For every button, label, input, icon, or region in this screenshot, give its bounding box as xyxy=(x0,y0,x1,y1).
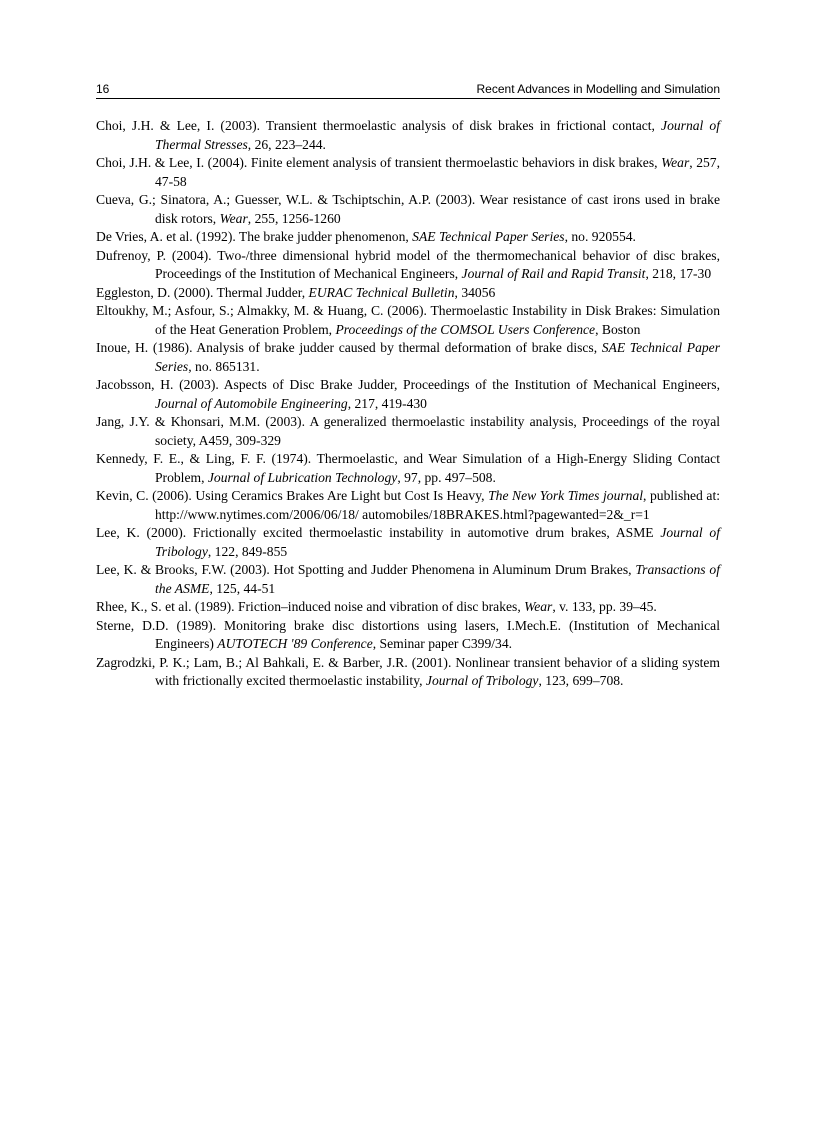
reference-text: , 217, 419-430 xyxy=(347,395,427,411)
reference-text: Eggleston, D. (2000). Thermal Judder, xyxy=(96,284,309,300)
reference-source-italic: The New York Times journal xyxy=(488,488,644,503)
reference-text: Jang, J.Y. & Khonsari, M.M. (2003). A generalized thermoelastic instability analysis, Proceedings of the royal society, A459, 309-329 xyxy=(96,414,720,448)
page-number: 16 xyxy=(96,82,110,96)
reference-source-italic: Wear xyxy=(524,599,553,614)
reference-entry xyxy=(96,413,720,450)
reference-entry xyxy=(96,191,720,228)
reference-text: Rhee, K., S. et al. (1989). Friction–induced noise and vibration of disc brakes, xyxy=(96,599,525,614)
reference-text: , 26, 223–244. xyxy=(247,136,326,152)
reference-entry xyxy=(96,228,720,247)
reference-entry xyxy=(96,117,720,154)
reference-source-italic: Transactions of the ASME xyxy=(155,562,720,596)
reference-text: Dufrenoy, P. (2004). Two-/three dimensional hybrid model of the thermomechanical behavior of disc brakes, Proceedings of the Institution of Mechanical Engineers, xyxy=(96,247,720,281)
reference-entry xyxy=(96,376,720,413)
reference-text: Lee, K. & Brooks, F.W. (2003). Hot Spotting and Judder Phenomena in Aluminum Drum Brakes, xyxy=(96,562,636,577)
reference-list xyxy=(96,117,720,691)
reference-text: , 255, 1256-1260 xyxy=(247,210,341,226)
reference-text: , 257, 47-58 xyxy=(155,155,720,189)
reference-source-italic: Journal of Tribology xyxy=(155,525,720,559)
reference-entry xyxy=(96,339,720,376)
reference-source-italic: AUTOTECH '89 Conference xyxy=(217,636,373,651)
reference-entry xyxy=(96,154,720,191)
reference-source-italic: Wear xyxy=(661,155,690,170)
reference-entry xyxy=(96,487,720,524)
reference-text: , v. 133, pp. 39–45. xyxy=(552,599,657,614)
reference-source-italic: Journal of Automobile Engineering xyxy=(155,395,348,411)
page-header xyxy=(96,80,720,99)
reference-source-italic: Proceedings of the COMSOL Users Conference xyxy=(335,321,596,337)
reference-source-italic: Journal of Rail and Rapid Transit xyxy=(461,266,646,281)
reference-text: , 123, 699–708. xyxy=(538,673,624,688)
reference-source-italic: Journal of Tribology xyxy=(425,673,539,688)
reference-text: Sterne, D.D. (1989). Monitoring brake disc distortions using lasers, I.Mech.E. (Institution of Mechanical Engineers) xyxy=(96,617,720,651)
reference-entry xyxy=(96,450,720,487)
reference-text: Lee, K. (2000). Frictionally excited thermoelastic instability in automotive drum brakes, ASME xyxy=(96,525,661,540)
reference-text: Cueva, G.; Sinatora, A.; Guesser, W.L. & Tschiptschin, A.P. (2003). Wear resistance of cast irons used in brake disk rotors, xyxy=(96,192,720,226)
reference-text: Inoue, H. (1986). Analysis of brake judder caused by thermal deformation of brake discs, xyxy=(96,340,602,355)
reference-source-italic: EURAC Technical Bulletin xyxy=(308,284,455,300)
reference-entry xyxy=(96,524,720,561)
reference-text: , Boston xyxy=(595,321,641,337)
reference-text: , no. 920554. xyxy=(564,229,636,244)
reference-text: , 122, 849-855 xyxy=(207,543,288,559)
reference-entry xyxy=(96,598,720,617)
reference-source-italic: Journal of Lubrication Technology xyxy=(207,469,398,485)
reference-text: Kevin, C. (2006). Using Ceramics Brakes Are Light but Cost Is Heavy, xyxy=(96,488,489,503)
reference-text: , published at: http://www.nytimes.com/2006/06/18/ automobiles/18BRAKES.html?pagewanted=2&_r=1 xyxy=(155,488,720,522)
reference-entry xyxy=(96,284,720,303)
reference-text: Kennedy, F. E., & Ling, F. F. (1974). Thermoelastic, and Wear Simulation of a High-Energy Sliding Contact Problem, xyxy=(96,451,720,485)
reference-entry xyxy=(96,654,720,691)
reference-entry xyxy=(96,247,720,284)
reference-entry xyxy=(96,617,720,654)
reference-text: Zagrodzki, P. K.; Lam, B.; Al Bahkali, E. & Barber, J.R. (2001). Nonlinear transient behavior of a sliding system with frictionally excited thermoelastic instability, xyxy=(96,654,720,688)
reference-text: , no. 865131. xyxy=(188,358,260,374)
reference-text: , 34056 xyxy=(454,284,496,300)
reference-entry xyxy=(96,302,720,339)
reference-source-italic: Journal of Thermal Stresses xyxy=(155,118,720,152)
reference-text: , Seminar paper C399/34. xyxy=(372,636,513,651)
running-title: Recent Advances in Modelling and Simulation xyxy=(476,82,720,96)
reference-source-italic: Wear xyxy=(219,210,248,226)
reference-text: , 125, 44-51 xyxy=(209,580,276,596)
reference-text: Eltoukhy, M.; Asfour, S.; Almakky, M. & Huang, C. (2006). Thermoelastic Instability in Disk Brakes: Simulation of the Heat Generation Problem, xyxy=(96,303,720,337)
reference-entry xyxy=(96,561,720,598)
reference-text: Choi, J.H. & Lee, I. (2004). Finite element analysis of transient thermoelastic behaviors in disk brakes, xyxy=(96,155,662,170)
reference-text: Choi, J.H. & Lee, I. (2003). Transient thermoelastic analysis of disk brakes in frictional contact, xyxy=(96,118,662,133)
reference-text: Jacobsson, H. (2003). Aspects of Disc Brake Judder, Proceedings of the Institution of Mechanical Engineers, xyxy=(96,377,720,392)
reference-text: De Vries, A. et al. (1992). The brake judder phenomenon, xyxy=(96,229,413,244)
reference-source-italic: SAE Technical Paper Series xyxy=(155,340,720,374)
reference-source-italic: SAE Technical Paper Series xyxy=(412,229,565,244)
reference-text: , 218, 17-30 xyxy=(645,266,712,281)
reference-text: , 97, pp. 497–508. xyxy=(397,469,496,485)
